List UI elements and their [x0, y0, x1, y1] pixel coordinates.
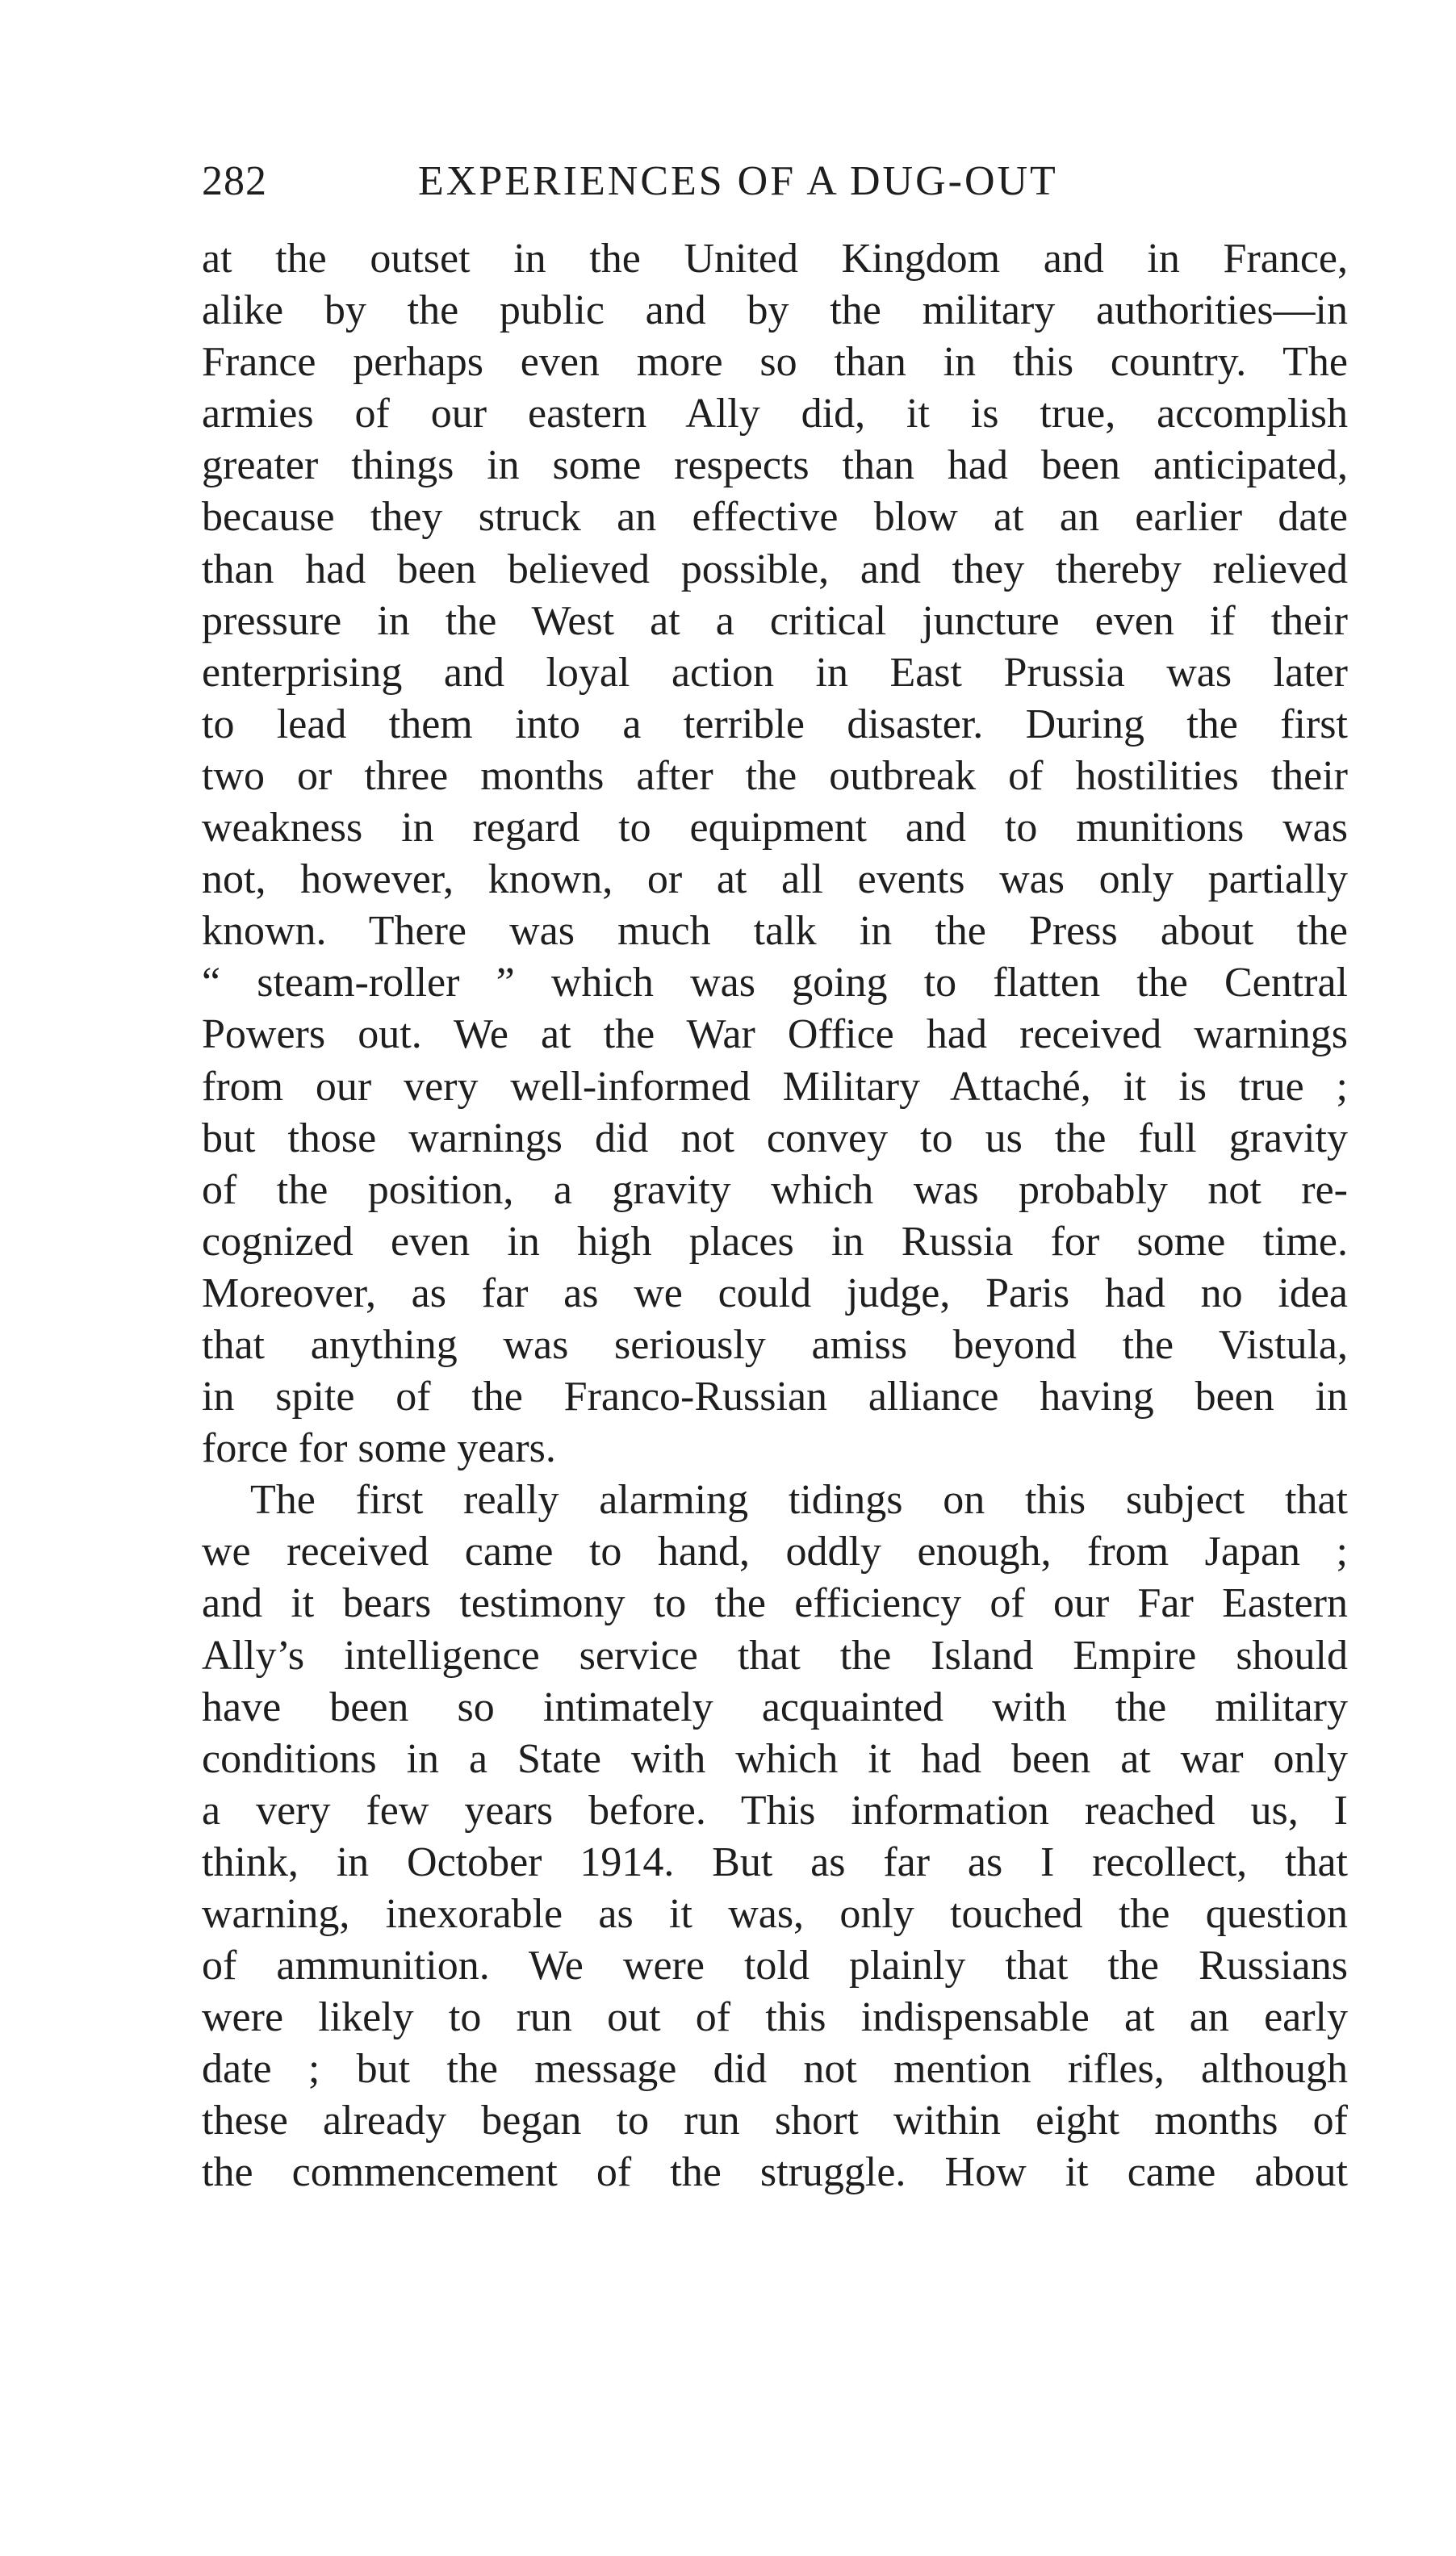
- text-line: because they struck an effective blow at an earlier date: [202, 494, 1348, 541]
- text-line: were likely to run out of this indispensable at an early: [202, 1994, 1348, 2041]
- text-line: two or three months after the outbreak of hostilities their: [202, 752, 1348, 799]
- text-line: Moreover, as far as we could judge, Paris had no idea: [202, 1270, 1348, 1316]
- text-line: weakness in regard to equipment and to munitions was: [202, 805, 1348, 851]
- text-line: conditions in a State with which it had been at war only: [202, 1735, 1348, 1782]
- text-line: armies of our eastern Ally did, it is true, accomplish: [202, 391, 1348, 437]
- text-line: but those warnings did not convey to us the full gravity: [202, 1115, 1348, 1161]
- text-line: greater things in some respects than had been anticipated,: [202, 442, 1348, 489]
- text-line: warning, inexorable as it was, only touched the question: [202, 1891, 1348, 1937]
- text-line: at the outset in the United Kingdom and in France,: [202, 236, 1348, 282]
- running-title: EXPERIENCES OF A DUG-OUT: [418, 158, 1058, 204]
- page-number: 282: [202, 158, 267, 204]
- text-line: date ; but the message did not mention rifles, although: [202, 2046, 1348, 2093]
- text-line: than had been believed possible, and they thereby relieved: [202, 546, 1348, 592]
- text-line: in spite of the Franco-Russian alliance having been in: [202, 1374, 1348, 1420]
- text-line: alike by the public and by the military authorities—in: [202, 287, 1348, 334]
- text-line: have been so intimately acquainted with the military: [202, 1684, 1348, 1730]
- text-line: Ally’s intelligence service that the Island Empire should: [202, 1632, 1348, 1679]
- text-line: France perhaps even more so than in this country. The: [202, 339, 1348, 386]
- text-line: from our very well-informed Military Attaché, it is true ;: [202, 1063, 1348, 1110]
- text-line: pressure in the West at a critical juncture even if their: [202, 597, 1348, 644]
- text-line: the commencement of the struggle. How it came about: [202, 2149, 1348, 2196]
- text-line: “ steam-roller ” which was going to flatten the Central: [202, 960, 1348, 1006]
- text-line: of ammunition. We were told plainly that the Russians: [202, 1943, 1348, 1989]
- text-line: that anything was seriously amiss beyond the Vistula,: [202, 1321, 1348, 1368]
- text-line: enterprising and loyal action in East Prussia was later: [202, 649, 1348, 696]
- text-line: these already began to run short within eight months of: [202, 2098, 1348, 2144]
- text-line: cognized even in high places in Russia for some time.: [202, 1218, 1348, 1265]
- paragraph-end-line: force for some years.: [202, 1425, 556, 1472]
- text-line: not, however, known, or at all events was only partially: [202, 856, 1348, 903]
- paragraph-start-line: The first really alarming tidings on this subject that: [250, 1477, 1348, 1524]
- text-line: a very few years before. This information reached us, I: [202, 1787, 1348, 1834]
- text-line: of the position, a gravity which was probably not re-: [202, 1166, 1348, 1213]
- text-line: we received came to hand, oddly enough, from Japan ;: [202, 1529, 1348, 1575]
- text-line: think, in October 1914. But as far as I recollect, that: [202, 1839, 1348, 1885]
- text-line: known. There was much talk in the Press about the: [202, 908, 1348, 955]
- running-head: [202, 153, 1348, 210]
- text-line: Powers out. We at the War Office had received warnings: [202, 1011, 1348, 1058]
- body-text: [202, 233, 1348, 2199]
- text-line: to lead them into a terrible disaster. During the first: [202, 701, 1348, 747]
- text-line: and it bears testimony to the efficiency of our Far Eastern: [202, 1580, 1348, 1627]
